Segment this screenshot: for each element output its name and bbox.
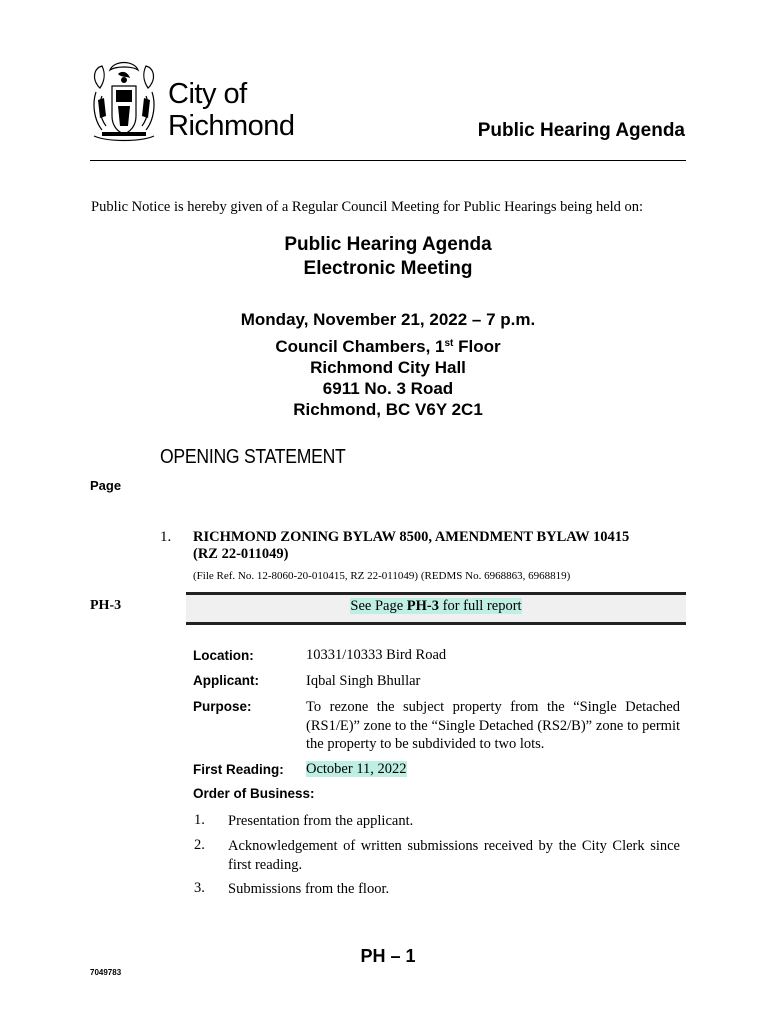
opening-statement-heading: OPENING STATEMENT <box>160 446 346 468</box>
org-name-line1: City of <box>168 78 247 110</box>
full-report-link[interactable] <box>186 598 686 615</box>
public-notice-text: Public Notice is hereby given of a Regular Council Meeting for Public Hearings being held on: <box>91 199 644 215</box>
venue-room-text: Council Chambers, 1 <box>275 337 445 356</box>
page-reference: PH-3 <box>90 598 122 613</box>
location-value: 10331/10333 Bird Road <box>306 647 447 663</box>
item-title-line2: (RZ 22-011049) <box>193 546 289 562</box>
first-reading-label: First Reading: <box>193 762 284 777</box>
venue-building: Richmond City Hall <box>310 358 466 377</box>
order-step-number: 3. <box>194 880 205 896</box>
meeting-date-time: Monday, November 21, 2022 – 7 p.m. <box>240 310 536 329</box>
purpose-label: Purpose: <box>193 699 252 714</box>
report-link-suffix: for full report <box>439 598 522 614</box>
first-reading-value <box>306 761 407 778</box>
report-link-page: PH-3 <box>406 598 440 614</box>
order-step-text: Submissions from the floor. <box>228 881 390 897</box>
full-report-link-text[interactable] <box>350 598 521 614</box>
city-coat-of-arms-icon <box>88 56 160 146</box>
header-divider <box>90 160 686 161</box>
document-id: 7049783 <box>90 968 122 977</box>
order-of-business-label: Order of Business: <box>193 786 315 801</box>
venue-city: Richmond, BC V6Y 2C1 <box>293 400 483 419</box>
location-label: Location: <box>193 648 254 663</box>
agenda-subtitle: Electronic Meeting <box>303 258 473 279</box>
org-name-line2: Richmond <box>168 110 295 142</box>
page-number: PH – 1 <box>360 946 416 966</box>
file-reference: (File Ref. No. 12-8060-20-010415, RZ 22-011049) (REDMS No. 6968863, 6968819) <box>193 570 571 582</box>
purpose-value: To rezone the subject property from the “Single Detached (RS1/E)” zone to the “Single Detached (RS2/B)” zone to permit the property to be subdivided to two lots. <box>306 699 680 752</box>
order-step-number: 2. <box>194 837 205 853</box>
report-link-prefix: See Page <box>350 598 407 614</box>
applicant-value: Iqbal Singh Bhullar <box>306 673 421 689</box>
header-title: Public Hearing Agenda <box>477 120 685 141</box>
item-number: 1. <box>160 529 172 545</box>
item-title <box>193 529 629 563</box>
venue-street: 6911 No. 3 Road <box>322 379 454 398</box>
venue-room-floor: Floor <box>453 337 501 356</box>
venue-room-ordinal: st <box>444 338 454 349</box>
order-step-text: Acknowledgement of written submissions received by the City Clerk since first reading. <box>228 838 680 873</box>
first-reading-date: October 11, 2022 <box>306 761 407 777</box>
page-column-label: Page <box>90 478 122 493</box>
agenda-title: Public Hearing Agenda <box>284 234 492 255</box>
applicant-label: Applicant: <box>193 673 259 688</box>
item-title-line1: RICHMOND ZONING BYLAW 8500, AMENDMENT BYLAW 10415 <box>193 529 630 545</box>
venue-room <box>90 337 686 357</box>
order-step-number: 1. <box>194 812 205 828</box>
order-step-text: Presentation from the applicant. <box>228 813 414 829</box>
